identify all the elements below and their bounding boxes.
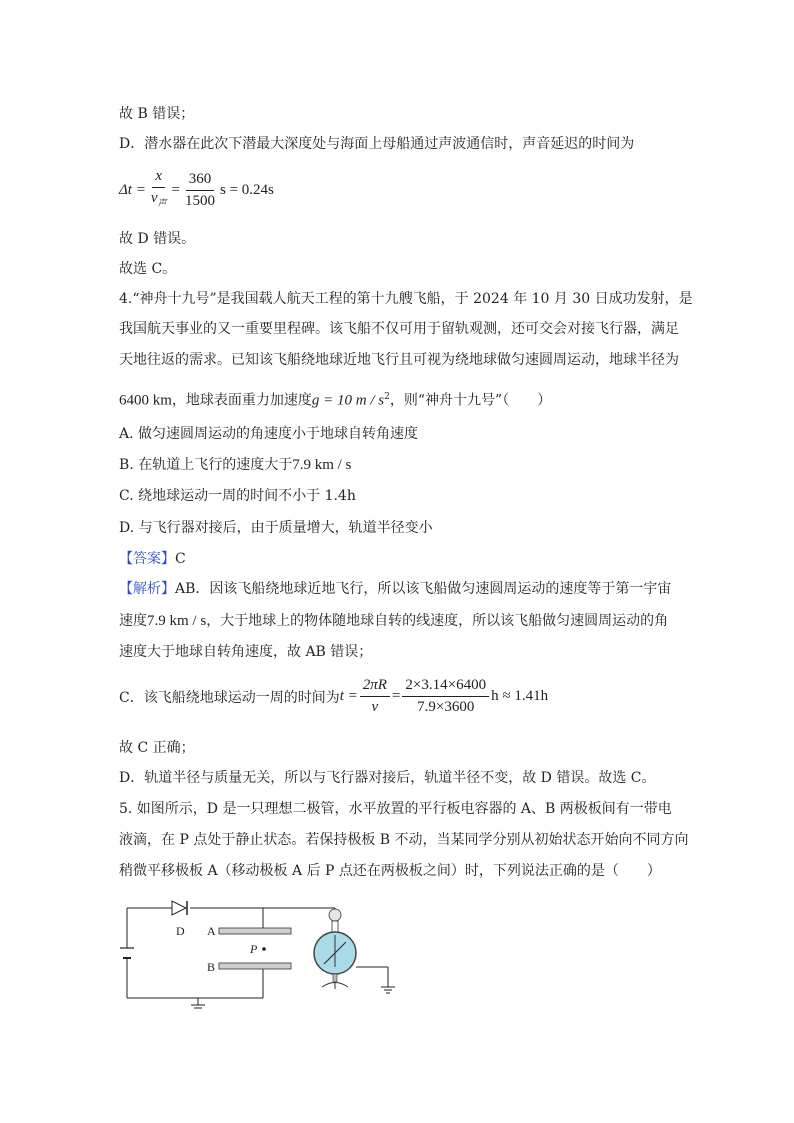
question5-line2: 液滴，在 P 点处于静止状态。若保持极板 B 不动，当某同学分别从初始状态开始向不同方向 bbox=[119, 832, 689, 848]
question4-stem-end: ，则“神舟十九号”（ ） bbox=[389, 392, 552, 409]
eq2-num1: 2πR bbox=[360, 677, 390, 697]
eq2-frac1 bbox=[360, 677, 390, 716]
plate-a bbox=[219, 928, 291, 934]
plate-b bbox=[219, 963, 291, 969]
question4-line2: 我国航天事业的又一重要里程碑。该飞船不仅可用于留轨观测，还可交会对接飞行器，满足 bbox=[119, 321, 679, 337]
analysis-text4: C．该飞船绕地球运动一周的时间为 bbox=[119, 689, 340, 706]
answer-value: C bbox=[175, 551, 186, 567]
diode-icon bbox=[172, 901, 187, 915]
eq1-num1: x bbox=[152, 168, 165, 188]
analysis-tag: 【解析】 bbox=[119, 581, 175, 597]
analysis-text2c: ，大于地球上的物体随地球自转的线速度，所以该飞船做匀速圆周运动的角 bbox=[206, 613, 669, 629]
line-d-statement: D．潜水器在此次下潜最大深度处与海面上母船通过声波通信时，声音延迟的时间为 bbox=[119, 136, 635, 152]
label-p: P bbox=[250, 942, 258, 956]
analysis-text1: AB．因该飞船绕地球近地飞行，所以该飞船做匀速圆周运动的速度等于第一宇宙 bbox=[175, 581, 672, 597]
analysis-line1 bbox=[119, 579, 671, 599]
electrometer-icon bbox=[314, 909, 356, 989]
line-b-wrong: 故 B 错误； bbox=[119, 106, 195, 122]
question5-line1: 5. 如图所示，D 是一只理想二极管，水平放置的平行板电容器的 A、B 两极板间有一带电 bbox=[119, 801, 672, 817]
option-b-value: 7.9 km / s bbox=[292, 457, 352, 473]
analysis-line5: 故 C 正确； bbox=[119, 740, 195, 756]
gravity-text: ，地球表面重力加速度 bbox=[171, 392, 312, 409]
eq2-equals: = bbox=[391, 688, 401, 704]
option-c: C. 绕地球运动一周的时间不小于 1.4h bbox=[119, 488, 356, 504]
analysis-speed: 7.9 km / s bbox=[147, 613, 207, 629]
radius-value: 6400 km bbox=[119, 392, 172, 409]
eq1-rhs: s = 0.24s bbox=[220, 181, 274, 198]
question5-line3: 稍微平移极板 A（移动极板 A 后 P 点还在两极板之间）时，下列说法正确的是（ ） bbox=[119, 863, 661, 879]
eq1-frac1 bbox=[148, 168, 170, 212]
question4-line1: 4.“神舟十九号”是我国载人航天工程的第十九艘飞船，于 2024 年 10 月 30 日成功发射，是 bbox=[119, 291, 693, 307]
circuit-diagram bbox=[110, 895, 410, 1010]
option-b-text: B. 在轨道上飞行的速度大于 bbox=[119, 457, 293, 473]
question4-line4 bbox=[119, 387, 551, 411]
option-a: A. 做匀速圆周运动的角速度小于地球自转角速度 bbox=[119, 426, 419, 442]
ground-icon bbox=[191, 1005, 205, 1010]
option-b bbox=[119, 455, 351, 475]
answer-tag: 【答案】 bbox=[119, 551, 175, 567]
eq1-num2: 360 bbox=[186, 171, 215, 191]
ground-icon-2 bbox=[381, 987, 395, 993]
equation-delta-t bbox=[119, 168, 274, 212]
question4-line3: 天地往返的需求。已知该飞船绕地球近地飞行且可视为绕地球做匀速圆周运动，地球半径为 bbox=[119, 352, 679, 368]
option-d: D. 与飞行器对接后，由于质量增大，轨道半径变小 bbox=[119, 520, 433, 536]
answer-line bbox=[119, 549, 186, 569]
eq2-den1: v bbox=[371, 699, 379, 715]
eq2-den2: 7.9×3600 bbox=[417, 699, 475, 715]
battery-icon bbox=[120, 948, 134, 958]
label-d: D bbox=[176, 924, 185, 938]
eq1-equals: = bbox=[171, 181, 180, 198]
gravity-exponent: 2 bbox=[384, 392, 390, 402]
eq2-frac2 bbox=[402, 677, 489, 716]
line-choose-c: 故选 C。 bbox=[119, 261, 177, 277]
label-a: A bbox=[207, 924, 216, 938]
eq2-lhs: t = bbox=[339, 688, 358, 704]
eq1-lhs: Δt = bbox=[119, 181, 146, 198]
analysis-line2 bbox=[119, 611, 668, 631]
analysis-line6: D．轨道半径与质量无关，所以与飞行器对接后，轨道半径不变，故 D 错误。故选 C。 bbox=[119, 770, 656, 786]
eq1-den1: v bbox=[150, 190, 158, 206]
analysis-text2a: 速度 bbox=[119, 613, 147, 629]
droplet-p bbox=[262, 947, 266, 951]
analysis-line4 bbox=[119, 677, 548, 716]
eq1-den1-sub: 声 bbox=[157, 198, 167, 208]
eq1-frac2 bbox=[182, 171, 218, 210]
eq2-num2: 2×3.14×6400 bbox=[402, 677, 489, 697]
line-d-wrong: 故 D 错误。 bbox=[119, 231, 196, 247]
eq1-den2: 1500 bbox=[185, 192, 215, 209]
analysis-line3: 速度大于地球自转角速度，故 AB 错误； bbox=[119, 644, 373, 660]
eq2-rhs: h ≈ 1.41h bbox=[491, 688, 549, 704]
gravity-value: g = 10 m / s bbox=[311, 392, 385, 409]
label-b: B bbox=[207, 960, 216, 974]
